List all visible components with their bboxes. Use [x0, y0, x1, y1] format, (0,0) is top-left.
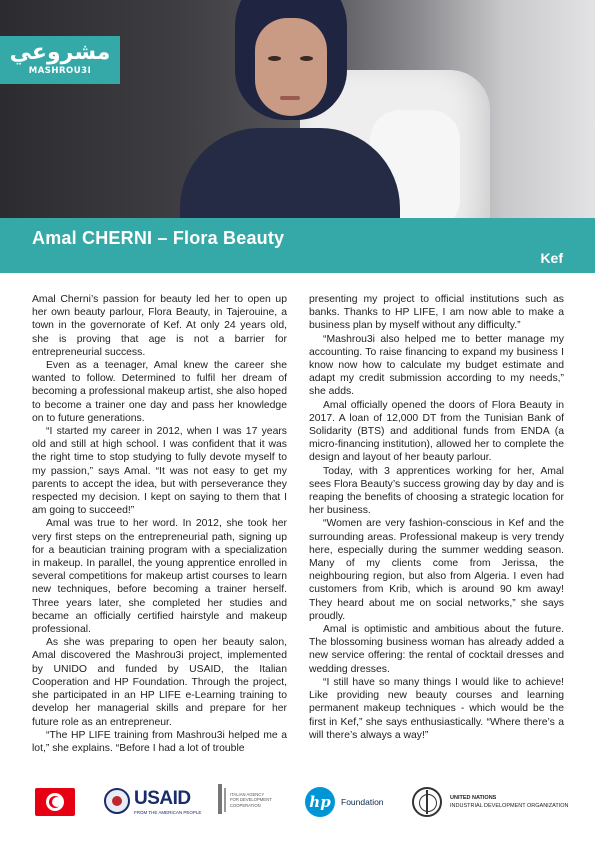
hp-foundation-logo [305, 787, 390, 817]
paragraph: Today, with 3 apprentices working for her, Amal sees Flora Beauty’s success growing day by day and is reaping the benefits of choosing a strategic location for her business. [309, 465, 564, 517]
tunisia-flag-icon [35, 788, 75, 816]
hp-foundation-label: Foundation [341, 797, 384, 807]
un-emblem-icon [412, 787, 442, 817]
left-eye [268, 56, 281, 61]
paragraph: Amal Cherni’s passion for beauty led her to open up her own beauty parlour, Flora Beauty, in Tajerouine, a town in the governorate of Kef. At only 24 years old, she is proving that age is not a barrier for entrepreneurial success. [32, 294, 287, 358]
usaid-seal-icon [104, 788, 130, 814]
paragraph: “I still have so many things I would like to achieve! Like providing new beauty courses and learning permanent makeup techniques - which would be the first in Kef,” she says enthusiastically. “Where there’s a will there’s always a way!” [309, 676, 564, 741]
entrepreneur-name: Amal CHERNI – Flora Beauty [32, 228, 285, 248]
logo-arabic-text: مشروعي [9, 40, 111, 65]
hp-mark-icon: hp [305, 787, 335, 817]
mouth [280, 96, 300, 100]
usaid-tagline: FROM THE AMERICAN PEOPLE [134, 810, 202, 815]
aics-line: ITALIAN AGENCY [230, 792, 265, 797]
usaid-logo [104, 786, 200, 818]
paragraph: Even as a teenager, Amal knew the career she wanted to follow. Determined to fulfil her dream of becoming a professional makeup artist, she also hoped to become a trainer one day and pass her knowledge on to future generations. [32, 360, 287, 424]
paragraph: “The HP LIFE training from Mashrou3i helped me a lot,” she explains. “Before I had a lot of trouble [32, 729, 287, 754]
paragraph: Amal is optimistic and ambitious about the future. The blossoming business woman has already added a new service offering: the rental of cocktail dresses and wedding dresses. [309, 624, 564, 675]
paragraph: Amal was true to her word. In 2012, she took her very first steps on the entrepreneurial path, signing up for a beautician training program with a specialization in makeup. In parallel, the young apprentice enrolled in several competitions for makeup artist courses to learn new techniques, before becoming a trainer herself. Three years later, she completed her studies and became an officially certified hairstyle and makeup professional. [32, 518, 287, 636]
unido-line2: INDUSTRIAL DEVELOPMENT ORGANIZATION [450, 803, 569, 809]
aics-line: FOR DEVELOPMENT [230, 797, 272, 803]
sweater [180, 128, 400, 218]
article-column-right [309, 293, 564, 742]
article-body [32, 293, 564, 765]
partner-logos [0, 782, 595, 822]
face [255, 18, 327, 116]
portrait-amal [180, 0, 400, 218]
aics-line: COOPERATION [230, 802, 261, 808]
region-label: Kef [540, 250, 563, 266]
usaid-wordmark: USAID [134, 788, 191, 809]
paragraph: presenting my project to official institutions such as banks. Thanks to HP LIFE, I am now able to make a business plan by myself without any difficulty.” [309, 294, 564, 332]
paragraph: As she was preparing to open her beauty salon, Amal discovered the Mashrou3i project, implemented by UNIDO and funded by USAID, the Italian Cooperation and HP Foundation. Through the project, she participated in an HP LIFE e-Learning training to develop her managerial skills and prepare for her future role as an entrepreneur. [32, 637, 287, 728]
unido-logo [412, 787, 572, 817]
aics-bars-icon [218, 784, 222, 814]
right-eye [300, 56, 313, 61]
paragraph: Amal officially opened the doors of Flora Beauty in 2017. A loan of 12,000 DT from the Tunisian Bank of Solidarity (BTS) and additional funds from ENDA (a micro-financing institution), allowed her to complete the design and layout of her beauty parlour. [309, 399, 564, 464]
article-column-left [32, 293, 287, 755]
mashrou3i-logo [0, 36, 120, 84]
hero-photo [0, 0, 595, 218]
paragraph: “Women are very fashion-conscious in Kef and the surrounding areas. Professional makeup is very trendy here, especially during the summer wedding season. Many of my clients come from Jerissa, the neighbouring region, but also from Algeria. I even had customers from Krib, which is around 90 km away! They heard about me on social networks,” she says proudly. [309, 518, 564, 622]
unido-line1: UNITED NATIONS [450, 795, 497, 801]
paragraph: “I started my career in 2012, when I was 17 years old and still at high school. I was confident that it was the right time to stop studying to fully devote myself to my passion,” says Amal. “It was not easy to get my parents to accept the idea, but with perseverance they respected my decision. I kept on saying to them that I am going to succeed!” [32, 426, 287, 517]
italian-cooperation-logo [218, 784, 284, 820]
title-banner [0, 218, 595, 273]
logo-latin-text: MASHROU3I [28, 66, 92, 76]
paragraph: “Mashrou3i also helped me to better manage my accounting. To raise financing to expand my business I know now how to calculate my budget estimate and adapt my credit submission according to my needs,” she adds. [309, 333, 564, 398]
